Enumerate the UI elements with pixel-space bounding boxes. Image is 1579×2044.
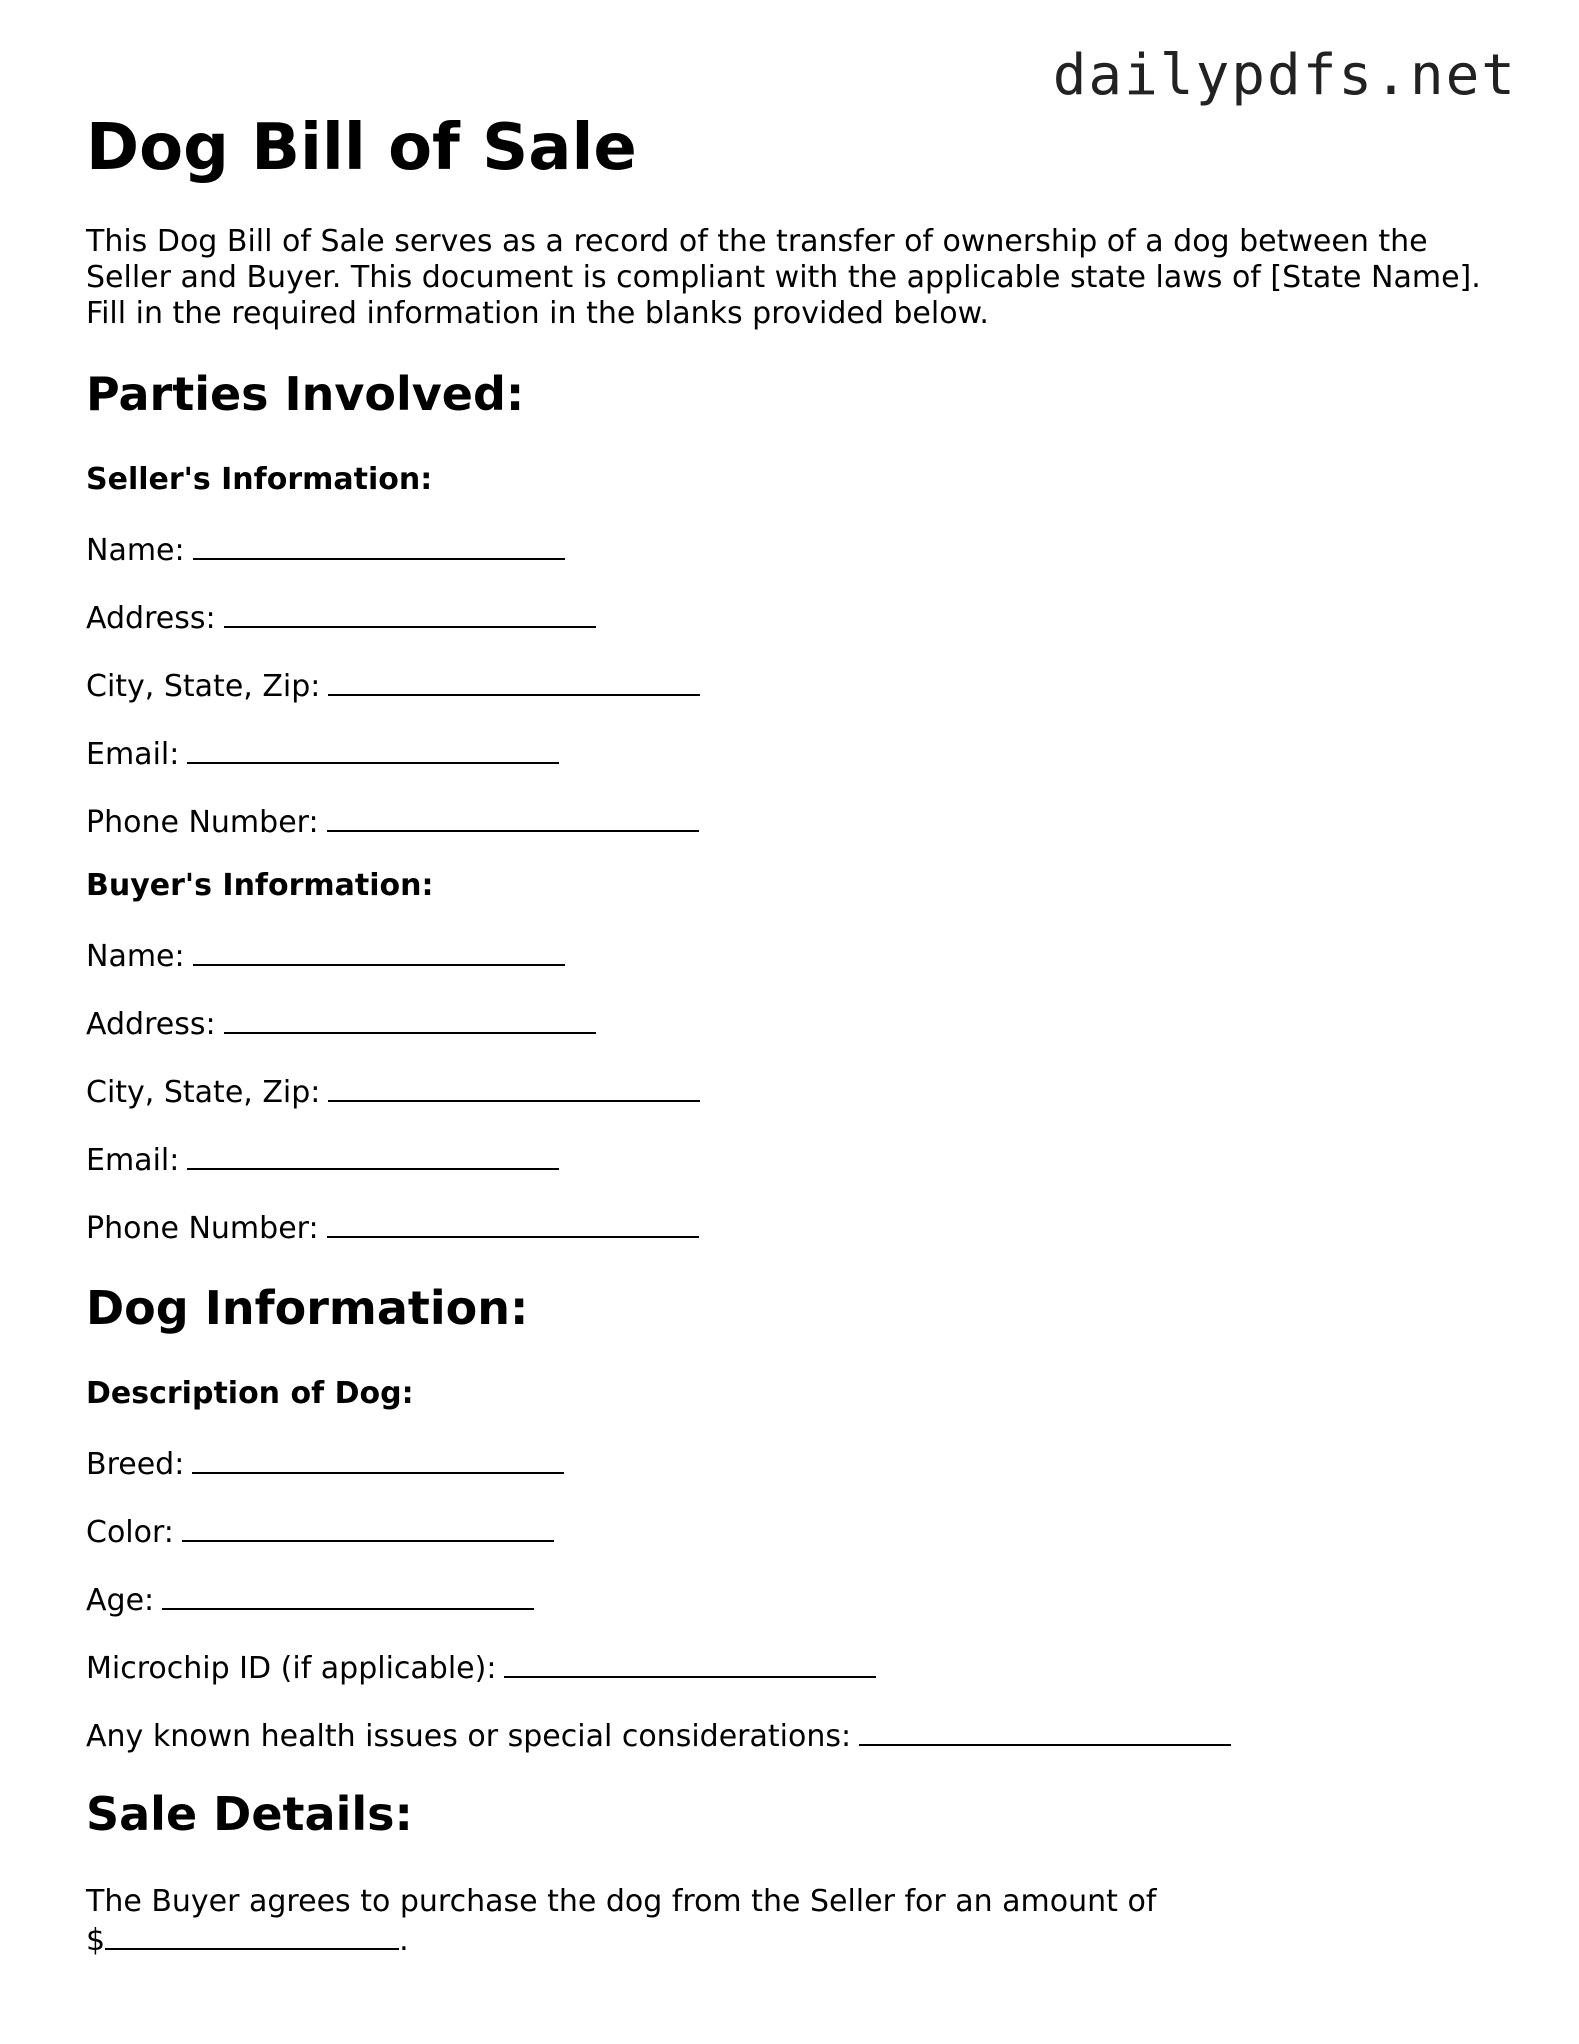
seller-address-field[interactable] [86,598,596,637]
currency-symbol: $ [86,1923,106,1958]
buyer-phone-field[interactable] [86,1208,699,1247]
dog-description-heading: Description of Dog: [86,1376,414,1411]
seller-email-blank[interactable] [187,734,559,764]
field-label: Email: [86,1143,180,1178]
field-label: Name: [86,939,185,974]
seller-info-heading: Seller's Information: [86,462,433,497]
seller-phone-blank[interactable] [327,802,699,832]
field-label: Breed: [86,1447,185,1482]
sale-amount-blank[interactable] [105,1920,399,1950]
seller-city-state-zip-field[interactable] [86,666,700,705]
sale-amount-text [86,1884,1506,1959]
dog-microchip-blank[interactable] [504,1648,876,1678]
field-label: Microchip ID (if applicable): [86,1651,497,1686]
seller-address-blank[interactable] [224,598,596,628]
document-title: Dog Bill of Sale [86,111,637,185]
buyer-email-blank[interactable] [187,1140,559,1170]
buyer-info-heading: Buyer's Information: [86,868,434,903]
buyer-name-field[interactable] [86,936,565,975]
buyer-city-state-zip-blank[interactable] [328,1072,700,1102]
sale-details-heading: Sale Details: [86,1787,413,1841]
seller-city-state-zip-blank[interactable] [328,666,700,696]
sale-period: . [399,1923,409,1958]
parties-heading: Parties Involved: [86,367,525,421]
dog-health-blank[interactable] [859,1716,1231,1746]
field-label: Any known health issues or special considerations: [86,1719,852,1754]
seller-phone-field[interactable] [86,802,699,841]
dog-health-field[interactable] [86,1716,1231,1755]
field-label: Email: [86,737,180,772]
field-label: Age: [86,1583,155,1618]
field-label: Phone Number: [86,1211,319,1246]
field-label: City, State, Zip: [86,669,321,704]
dog-age-field[interactable] [86,1580,534,1619]
seller-name-field[interactable] [86,530,565,569]
buyer-address-field[interactable] [86,1004,596,1043]
watermark-logo: dailypdfs.net [1052,43,1517,108]
buyer-email-field[interactable] [86,1140,559,1179]
buyer-phone-blank[interactable] [327,1208,699,1238]
field-label: Phone Number: [86,805,319,840]
intro-paragraph: This Dog Bill of Sale serves as a record of the transfer of ownership of a dog between the Seller and Buyer. This document is compliant with the applicable state laws of [State Name]. Fill in the required information in the blanks provided below. [86,224,1481,331]
seller-name-blank[interactable] [193,530,565,560]
field-label: City, State, Zip: [86,1075,321,1110]
dog-breed-field[interactable] [86,1444,564,1483]
dog-color-blank[interactable] [182,1512,554,1542]
field-label: Address: [86,1007,216,1042]
field-label: Address: [86,601,216,636]
dog-color-field[interactable] [86,1512,554,1551]
document-page [86,108,1506,1958]
buyer-city-state-zip-field[interactable] [86,1072,700,1111]
dog-age-blank[interactable] [162,1580,534,1610]
sale-text-line: The Buyer agrees to purchase the dog from the Seller for an amount of [86,1884,1157,1919]
dog-info-heading: Dog Information: [86,1281,529,1335]
seller-email-field[interactable] [86,734,559,773]
buyer-address-blank[interactable] [224,1004,596,1034]
sale-amount-line[interactable] [86,1920,1506,1959]
dog-breed-blank[interactable] [192,1444,564,1474]
buyer-name-blank[interactable] [193,936,565,966]
field-label: Color: [86,1515,174,1550]
dog-microchip-field[interactable] [86,1648,876,1687]
field-label: Name: [86,533,185,568]
